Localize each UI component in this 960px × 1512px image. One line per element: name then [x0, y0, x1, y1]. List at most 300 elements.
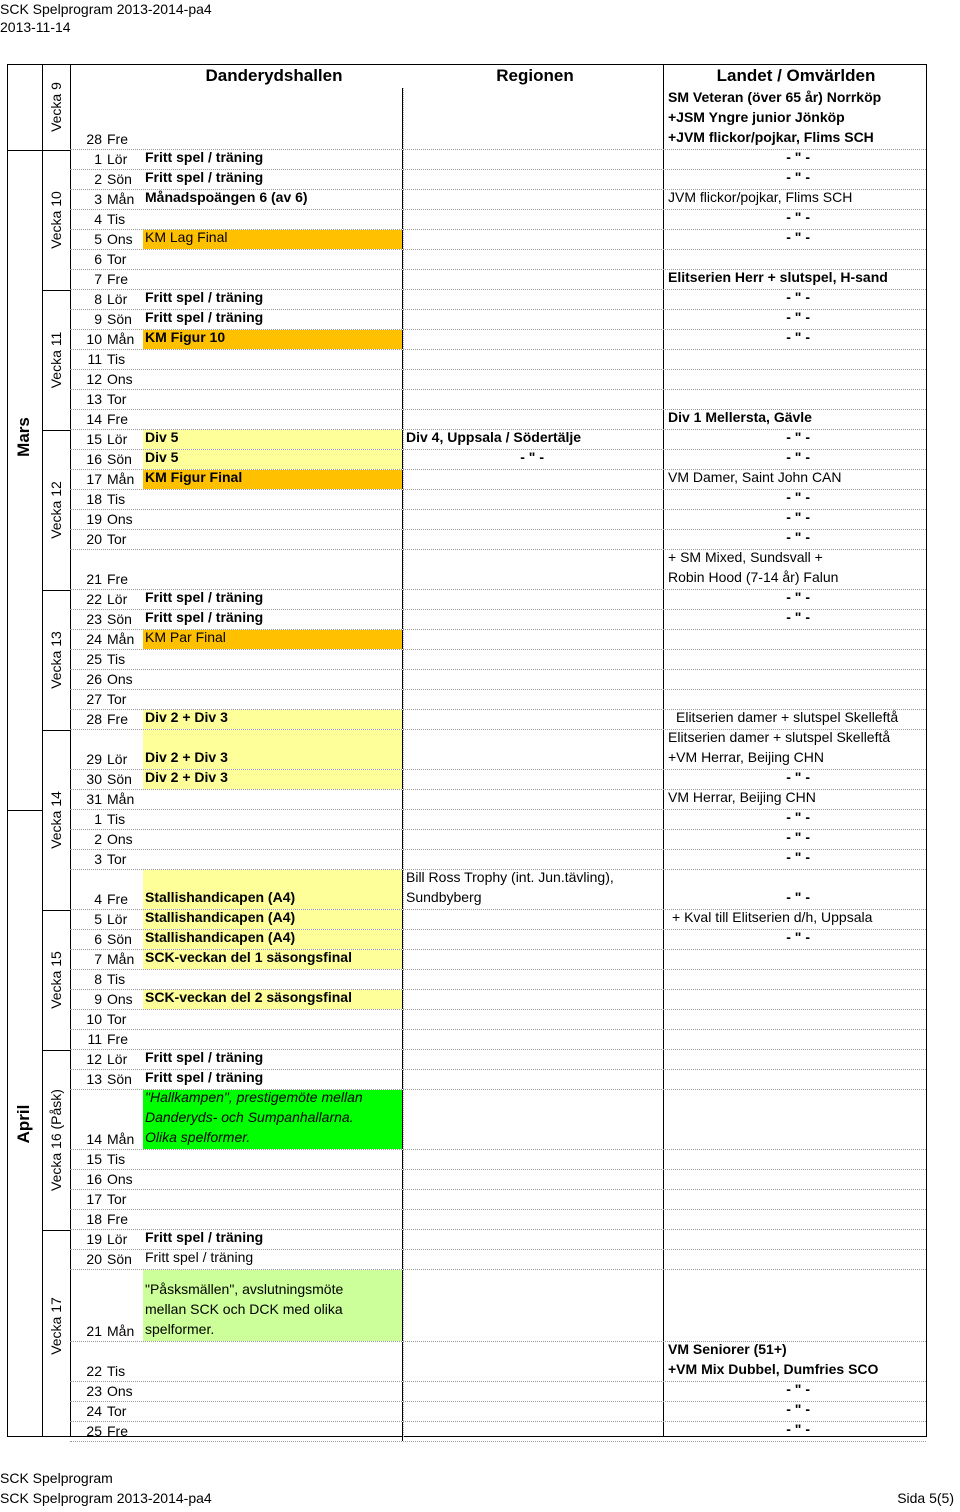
cell-landet: [666, 970, 926, 989]
cell-regionen: [404, 1230, 664, 1249]
cell-text: - " -: [786, 609, 810, 625]
week-label: Vecka 14: [48, 791, 64, 849]
cell-text: - " -: [786, 929, 810, 945]
weekday: Tis: [107, 811, 126, 827]
day-number: 4: [94, 211, 102, 227]
cell-regionen: [404, 650, 664, 669]
weekday: Sön: [107, 171, 132, 187]
day-number: 18: [86, 491, 102, 507]
day-number: 31: [86, 791, 102, 807]
cell-regionen: [404, 910, 664, 929]
cell-text: - " -: [786, 309, 810, 325]
cell-landet: [666, 350, 926, 369]
day-number: 2: [94, 831, 102, 847]
cell-regionen: [404, 1030, 664, 1049]
cell-regionen: [404, 530, 664, 549]
day-number: 24: [86, 631, 102, 647]
cell-regionen: [404, 1210, 664, 1229]
cell-text: SCK-veckan del 1 säsongsfinal: [145, 949, 352, 965]
cell-regionen: [404, 350, 664, 369]
cell-danderydshallen: [143, 670, 403, 689]
cell-text: - " -: [786, 489, 810, 505]
day-number: 12: [86, 1051, 102, 1067]
day-number: 22: [86, 1363, 102, 1379]
weekday: Tis: [107, 211, 126, 227]
cell-text: Fritt spel / träning: [145, 149, 264, 165]
day-number: 9: [94, 311, 102, 327]
cell-regionen: [404, 190, 664, 209]
weekday: Fre: [107, 571, 128, 587]
cell-text: - " -: [786, 169, 810, 185]
cell-text: VM Herrar, Beijing CHN: [668, 789, 816, 805]
cell-regionen: [404, 1010, 664, 1029]
cell-text: - " -: [786, 429, 810, 445]
weekday: Ons: [107, 831, 133, 847]
cell-text: - " -: [786, 509, 810, 525]
cell-danderydshallen: [143, 510, 403, 529]
group-separator: [42, 910, 70, 911]
cell-regionen: [404, 310, 664, 329]
cell-text: Elitserien Herr + slutspel, H-sand: [668, 269, 888, 285]
cell-text: Fritt spel / träning: [145, 309, 264, 325]
weekday: Ons: [107, 1383, 133, 1399]
cell-landet: [666, 230, 926, 249]
month-label-april: April: [14, 1104, 33, 1143]
schedule-row: [70, 1010, 926, 1030]
cell-text: - " -: [786, 889, 810, 905]
day-number: 19: [86, 511, 102, 527]
weekday: Tor: [107, 1403, 127, 1419]
cell-text: Stallishandicapen (A4): [145, 929, 296, 945]
cell-text: - " -: [786, 1421, 810, 1437]
day-number: 1: [94, 811, 102, 827]
cell-text: Div 5: [145, 449, 179, 465]
weekday: Ons: [107, 671, 133, 687]
day-number: 20: [86, 531, 102, 547]
cell-landet: [666, 730, 926, 769]
schedule-row: [70, 630, 926, 650]
cell-regionen: [404, 990, 664, 1009]
cell-regionen: [404, 690, 664, 709]
cell-text: KM Figur 10: [145, 329, 226, 345]
week-label: Vecka 11: [48, 331, 64, 389]
cell-text: - " -: [520, 449, 544, 465]
schedule-row: [70, 1170, 926, 1190]
cell-regionen: [404, 550, 664, 589]
day-number: 30: [86, 771, 102, 787]
group-separator: [42, 430, 70, 431]
cell-regionen: [404, 490, 664, 509]
cell-text: - " -: [786, 289, 810, 305]
footer-page-number: Sida 5(5): [897, 1490, 954, 1506]
week-label: Vecka 17: [48, 1297, 64, 1355]
group-separator: [42, 590, 70, 591]
cell-regionen: [404, 610, 664, 629]
cell-text: Fritt spel / träning: [145, 289, 264, 305]
cell-text: Fritt spel / träning: [145, 609, 264, 625]
cell-danderydshallen: [143, 1090, 403, 1149]
weekday: Sön: [107, 931, 132, 947]
cell-landet: [666, 88, 926, 149]
cell-text: - " -: [786, 1381, 810, 1397]
cell-text: - " -: [786, 149, 810, 165]
weekday: Fre: [107, 891, 128, 907]
schedule-row: [70, 550, 926, 590]
month-label-mars: Mars: [14, 417, 33, 457]
cell-danderydshallen: [143, 1250, 403, 1269]
cell-regionen: [404, 230, 664, 249]
weekday: Tis: [107, 1363, 126, 1379]
day-number: 13: [86, 391, 102, 407]
schedule-row: [70, 870, 926, 910]
cell-landet: [666, 1050, 926, 1069]
cell-landet: [666, 1070, 926, 1089]
cell-text: - " -: [786, 1401, 810, 1417]
cell-regionen: [404, 1070, 664, 1089]
cell-danderydshallen: [143, 330, 403, 349]
weekday: Lör: [107, 591, 128, 607]
weekday: Sön: [107, 771, 132, 787]
cell-regionen: [404, 1422, 664, 1441]
schedule-row: [70, 1150, 926, 1170]
cell-danderydshallen: [143, 1342, 403, 1381]
schedule-row: [70, 950, 926, 970]
cell-danderydshallen: [143, 1170, 403, 1189]
cell-regionen: [404, 830, 664, 849]
group-separator: [8, 150, 42, 151]
cell-regionen: [404, 510, 664, 529]
schedule-row: [70, 230, 926, 250]
day-number: 1: [94, 151, 102, 167]
day-number: 13: [86, 1071, 102, 1087]
week-label: Vecka 13: [48, 631, 64, 689]
day-number: 17: [86, 471, 102, 487]
column-header-danderydshallen: Danderydshallen: [205, 66, 343, 85]
day-number: 23: [86, 1383, 102, 1399]
month-column: [7, 64, 43, 1437]
cell-landet: [666, 1270, 926, 1341]
cell-landet: [666, 1030, 926, 1049]
cell-text: Fritt spel / träning: [145, 589, 264, 605]
cell-text: Elitserien damer + slutspel Skelleftå +VM Herrar, Beijing CHN: [668, 729, 891, 765]
day-number: 12: [86, 371, 102, 387]
cell-danderydshallen: [143, 850, 403, 869]
cell-danderydshallen: [143, 350, 403, 369]
day-number: 11: [87, 1031, 102, 1047]
cell-text: Stallishandicapen (A4): [145, 909, 296, 925]
cell-landet: [666, 1422, 926, 1441]
weekday: Tor: [107, 251, 127, 267]
cell-regionen: [404, 370, 664, 389]
cell-landet: [666, 870, 926, 909]
weekday: Tor: [107, 391, 127, 407]
day-number: 17: [86, 1191, 102, 1207]
cell-regionen: [404, 810, 664, 829]
cell-text: Div 2 + Div 3: [145, 709, 228, 725]
weekday: Tis: [107, 651, 126, 667]
schedule-row: [70, 650, 926, 670]
cell-regionen: [404, 710, 664, 729]
footer-text: SCK Spelprogram: [0, 1470, 113, 1486]
cell-danderydshallen: [143, 190, 403, 209]
cell-text: Fritt spel / träning: [145, 1249, 254, 1265]
cell-landet: [666, 630, 926, 649]
schedule-row: [70, 670, 926, 690]
cell-text: - " -: [786, 329, 810, 345]
cell-regionen: [404, 730, 664, 769]
day-number: 6: [94, 931, 102, 947]
weekday: Fre: [107, 411, 128, 427]
weekday: Ons: [107, 511, 133, 527]
cell-danderydshallen: [143, 870, 403, 909]
weekday: Mån: [107, 1131, 135, 1147]
cell-regionen: [404, 450, 664, 469]
day-number: 19: [86, 1231, 102, 1247]
cell-danderydshallen: [143, 470, 403, 489]
weekday: Lör: [107, 431, 128, 447]
week-label: Vecka 9: [48, 82, 64, 132]
cell-danderydshallen: [143, 730, 403, 769]
day-number: 7: [94, 951, 102, 967]
day-number: 6: [94, 251, 102, 267]
cell-regionen: [404, 1270, 664, 1341]
cell-regionen: [404, 670, 664, 689]
cell-danderydshallen: [143, 410, 403, 429]
cell-text: "Hallkampen", prestigemöte mellan Danderyds- och Sumpanhallarna. Olika spelformer.: [145, 1089, 363, 1145]
cell-landet: [666, 670, 926, 689]
cell-danderydshallen: [143, 530, 403, 549]
day-number: 5: [94, 231, 102, 247]
cell-regionen: [404, 630, 664, 649]
cell-danderydshallen: [143, 430, 403, 449]
cell-regionen: [404, 270, 664, 289]
day-number: 16: [86, 451, 102, 467]
cell-landet: [666, 550, 926, 589]
group-separator: [8, 810, 42, 811]
cell-regionen: [404, 1150, 664, 1169]
weekday: Ons: [107, 371, 133, 387]
cell-regionen: [404, 1050, 664, 1069]
day-number: 14: [86, 411, 102, 427]
cell-danderydshallen: [143, 650, 403, 669]
cell-danderydshallen: [143, 1270, 403, 1341]
day-number: 11: [87, 351, 102, 367]
day-number: 28: [86, 131, 102, 147]
cell-regionen: [404, 170, 664, 189]
weekday: Lör: [107, 1051, 128, 1067]
weekday: Fre: [107, 271, 128, 287]
cell-text: - " -: [786, 449, 810, 465]
day-number: 7: [94, 271, 102, 287]
cell-regionen: [404, 770, 664, 789]
cell-landet: [666, 1190, 926, 1209]
cell-regionen: [404, 1090, 664, 1149]
weekday: Ons: [107, 231, 133, 247]
cell-landet: [666, 850, 926, 869]
weekday: Sön: [107, 311, 132, 327]
group-separator: [42, 290, 70, 291]
cell-danderydshallen: [143, 490, 403, 509]
schedule-row: [70, 350, 926, 370]
cell-danderydshallen: [143, 950, 403, 969]
cell-text: Fritt spel / träning: [145, 169, 264, 185]
weekday: Mån: [107, 791, 135, 807]
cell-landet: [666, 930, 926, 949]
schedule-row: [70, 330, 926, 350]
column-header-landet: Landet / Omvärlden: [716, 66, 876, 85]
schedule-row: [70, 88, 926, 150]
weekday: Mån: [107, 191, 135, 207]
cell-text: Div 4, Uppsala / Södertälje: [406, 429, 582, 445]
cell-text: Fritt spel / träning: [145, 1069, 264, 1085]
weekday: Mån: [107, 471, 135, 487]
day-number: 25: [86, 1423, 102, 1439]
cell-text: SM Veteran (över 65 år) Norrköp +JSM Yngre junior Jönköp +JVM flickor/pojkar, Flims SCH: [668, 89, 882, 145]
day-number: 18: [86, 1211, 102, 1227]
cell-danderydshallen: [143, 710, 403, 729]
cell-text: KM Figur Final: [145, 469, 243, 485]
day-number: 15: [86, 431, 102, 447]
day-number: 27: [86, 691, 102, 707]
cell-landet: [666, 1010, 926, 1029]
schedule-row: [70, 1090, 926, 1150]
cell-landet: [666, 990, 926, 1009]
cell-regionen: [404, 1190, 664, 1209]
weekday: Lör: [107, 1231, 128, 1247]
cell-regionen: [404, 390, 664, 409]
cell-regionen: [404, 1170, 664, 1189]
cell-landet: [666, 610, 926, 629]
cell-landet: [666, 330, 926, 349]
schedule-row: [70, 1190, 926, 1210]
cell-text: JVM flickor/pojkar, Flims SCH: [668, 189, 853, 205]
day-number: 9: [94, 991, 102, 1007]
footer-text-2: SCK Spelprogram 2013-2014-pa4: [0, 1490, 212, 1506]
cell-text: - " -: [786, 849, 810, 865]
cell-landet: [666, 950, 926, 969]
weekday: Sön: [107, 611, 132, 627]
day-number: 3: [94, 191, 102, 207]
cell-regionen: [404, 970, 664, 989]
schedule-row: [70, 1422, 926, 1442]
cell-landet: [666, 370, 926, 389]
cell-text: Div 1 Mellersta, Gävle: [668, 409, 812, 425]
day-number: 8: [94, 971, 102, 987]
cell-text: Fritt spel / träning: [145, 1229, 264, 1245]
day-number: 22: [86, 591, 102, 607]
cell-landet: [666, 1170, 926, 1189]
weekday: Ons: [107, 1171, 133, 1187]
day-number: 20: [86, 1251, 102, 1267]
cell-danderydshallen: [143, 1150, 403, 1169]
cell-regionen: [404, 210, 664, 229]
cell-danderydshallen: [143, 810, 403, 829]
week-label: Vecka 10: [48, 191, 64, 249]
cell-text: Elitserien damer + slutspel Skelleftå: [676, 709, 899, 725]
day-number: 29: [86, 751, 102, 767]
day-number: 4: [94, 891, 102, 907]
weekday: Lör: [107, 291, 128, 307]
group-separator: [42, 1050, 70, 1051]
cell-danderydshallen: [143, 230, 403, 249]
weekday: Tor: [107, 851, 127, 867]
weekday: Tis: [107, 1151, 126, 1167]
cell-landet: [666, 1250, 926, 1269]
cell-text: Bill Ross Trophy (int. Jun.tävling), Sundbyberg: [406, 869, 614, 905]
cell-danderydshallen: [143, 1190, 403, 1209]
day-number: 21: [86, 571, 102, 587]
weekday: Sön: [107, 451, 132, 467]
weekday: Fre: [107, 1423, 128, 1439]
cell-regionen: [404, 1382, 664, 1401]
weekday: Mån: [107, 631, 135, 647]
cell-text: - " -: [786, 809, 810, 825]
document-title: SCK Spelprogram 2013-2014-pa4: [0, 1, 212, 17]
schedule-row: [70, 370, 926, 390]
cell-regionen: [404, 470, 664, 489]
cell-text: Div 5: [145, 429, 179, 445]
day-number: 24: [86, 1403, 102, 1419]
weekday: Sön: [107, 1251, 132, 1267]
weekday: Sön: [107, 1071, 132, 1087]
cell-regionen: [404, 950, 664, 969]
cell-text: Div 2 + Div 3: [145, 749, 228, 765]
cell-regionen: [404, 330, 664, 349]
cell-landet: [666, 1342, 926, 1381]
schedule-row: [70, 1250, 926, 1270]
cell-regionen: [404, 150, 664, 169]
cell-landet: [666, 1210, 926, 1229]
column-header-regionen: Regionen: [496, 66, 574, 85]
cell-text: - " -: [786, 769, 810, 785]
cell-regionen: [404, 590, 664, 609]
cell-text: Månadspoängen 6 (av 6): [145, 189, 308, 205]
cell-danderydshallen: [143, 250, 403, 269]
day-number: 10: [86, 1011, 102, 1027]
weekday: Fre: [107, 1211, 128, 1227]
schedule-row: [70, 730, 926, 770]
cell-text: Fritt spel / träning: [145, 1049, 264, 1065]
weekday: Fre: [107, 1031, 128, 1047]
cell-danderydshallen: [143, 830, 403, 849]
cell-regionen: [404, 930, 664, 949]
cell-regionen: [404, 88, 664, 149]
cell-text: - " -: [786, 529, 810, 545]
weekday: Lör: [107, 751, 128, 767]
week-label: Vecka 16 (Påsk): [48, 1089, 64, 1191]
cell-text: + SM Mixed, Sundsvall + Robin Hood (7-14 år) Falun: [668, 549, 839, 585]
day-number: 2: [94, 171, 102, 187]
week-column: [41, 64, 71, 1437]
cell-danderydshallen: [143, 550, 403, 589]
day-number: 23: [86, 611, 102, 627]
weekday: Tis: [107, 491, 126, 507]
cell-text: - " -: [786, 589, 810, 605]
weekday: Tor: [107, 1191, 127, 1207]
column-headers: [70, 66, 926, 88]
cell-text: VM Damer, Saint John CAN: [668, 469, 842, 485]
cell-danderydshallen: [143, 790, 403, 809]
cell-landet: [666, 650, 926, 669]
day-number: 14: [86, 1131, 102, 1147]
cell-text: KM Lag Final: [145, 229, 228, 245]
cell-regionen: [404, 1250, 664, 1269]
cell-text: + Kval till Elitserien d/h, Uppsala: [672, 909, 873, 925]
weekday: Tor: [107, 691, 127, 707]
day-number: 10: [86, 331, 102, 347]
weekday: Ons: [107, 991, 133, 1007]
cell-text: - " -: [786, 229, 810, 245]
